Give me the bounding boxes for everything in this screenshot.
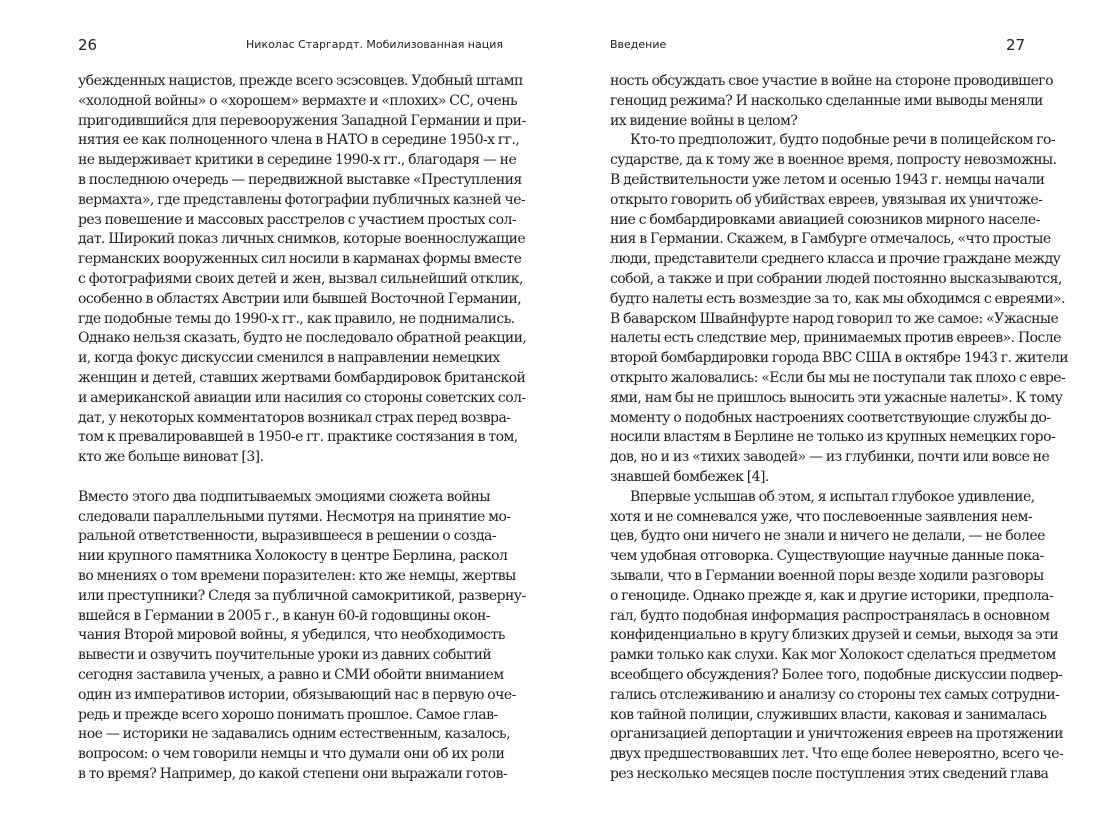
text-line: организацией депортации и уничтожения евреев на протяжении [610, 726, 1063, 743]
text-line: В баварском Швайнфурте народ говорил то же самое: «Ужасные [610, 310, 1059, 327]
text-line: сударстве, да к тому же в военное время, попросту невозможны. [610, 152, 1057, 169]
text-line: ральной ответственности, выразившееся в решении о созда- [78, 528, 497, 545]
text-line: Вместо этого два подпитываемых эмоциями сюжета войны [78, 488, 490, 505]
text-line: их видение войны в целом? [610, 112, 798, 129]
text-line: всеобщего обсуждения? Более того, подобные дискуссии подвер- [610, 666, 1063, 683]
text-line: следовали параллельными путями. Несмотря на принятие мо- [78, 508, 511, 525]
text-line: «холодной войны» о «хорошем» вермахте и «плохих» СС, очень [78, 92, 518, 109]
text-line: вшейся в Германии в 2005 г., в канун 60-й годовщины окон- [78, 607, 490, 624]
body-text-left [78, 72, 527, 785]
text-line: ния в Германии. Скажем, в Гамбурге отмечалось, «что простые [610, 231, 1051, 248]
text-line: ков тайной полиции, служивших власти, каковая и занималась [610, 706, 1047, 723]
page-number-right: 27 [1006, 36, 1026, 54]
body-text-right [610, 72, 1069, 785]
text-line: о геноциде. Однако прежде я, как и другие историки, предпола- [610, 587, 1054, 604]
text-line: редь и прежде всего хорошо понимать прошлое. Самое глав- [78, 706, 498, 723]
paragraph [78, 72, 527, 468]
text-line: люди, представители среднего класса и прочие граждане между [610, 251, 1061, 268]
text-line: рез несколько месяцев после поступления этих сведений глава [610, 765, 1049, 782]
text-line: В действительности уже летом и осенью 1943 г. немцы начали [610, 171, 1045, 188]
text-line: дат, у некоторых комментаторов возникал страх перед возвра- [78, 409, 511, 426]
text-line: знавшей бомбежек [4]. [610, 468, 769, 485]
text-line: хотя и не сомневался уже, что послевоенные заявления нем- [610, 508, 1033, 525]
text-line: чем удобная отговорка. Существующие научные данные пока- [610, 548, 1044, 565]
text-line: ями, нам бы не пришлось выносить эти ужасные налеты». К тому [610, 389, 1063, 406]
text-line: открыто говорить об убийствах евреев, увязывая их уничтоже- [610, 191, 1043, 208]
text-line: рамки только как слухи. Как мог Холокост сделаться предметом [610, 647, 1056, 664]
text-line: в последнюю очередь — передвижной выставке «Преступления [78, 171, 522, 188]
text-line: открыто жаловались: «Если бы мы не поступали так плохо с евре- [610, 369, 1066, 386]
text-line: нятия ее как полноценного члена в НАТО в середине 1950-х гг., [78, 132, 520, 149]
text-line: гались отслеживанию и анализу со стороны тех самых сотрудни- [610, 686, 1060, 703]
text-line: сегодня заставила ученых, а равно и СМИ обойти вниманием [78, 666, 504, 683]
text-line: гал, будто подобная информация распространялась в основном [610, 607, 1050, 624]
running-head-right: Введение [610, 38, 667, 51]
text-line: кто же больше виноват [3]. [78, 449, 264, 466]
text-line: носили властям в Берлине не только из крупных немецких горо- [610, 429, 1056, 446]
text-line: во мнениях о том времени поразителен: кто же немцы, жертвы [78, 567, 516, 584]
running-head-left: Николас Старгардт. Мобилизованная нация [246, 38, 503, 51]
paragraph-break [78, 468, 490, 488]
text-line: убежденных нацистов, прежде всего эсэсовцев. Удобный штамп [78, 73, 523, 89]
text-line: чания Второй мировой войны, я убедился, что необходимость [78, 627, 505, 644]
text-line: не выдерживает критики в середине 1990-х гг., благодаря — не [78, 152, 517, 169]
text-line: вермахта», где представлены фотографии публичных казней че- [78, 191, 526, 208]
right-page [550, 0, 1100, 825]
text-line: том к превалировавшей в 1950-е гг. практике состязания в том, [78, 429, 518, 446]
text-line: Впервые услышав об этом, я испытал глубокое удивление, [630, 488, 1035, 505]
text-line: германских вооруженных сил носили в карманах формы вместе [78, 251, 522, 268]
text-line: где подобные темы до 1990-х гг., как правило, не поднимались. [78, 310, 515, 327]
text-line: женщин и детей, ставших жертвами бомбардировок британской [78, 369, 526, 386]
text-line: вопросом: о чем говорили немцы и что думали они об их роли [78, 746, 505, 763]
text-line: или преступники? Следя за публичной самокритикой, разверну- [78, 587, 526, 604]
text-line: ние с бомбардировками авиацией союзников мирного населе- [610, 211, 1040, 228]
text-line: геноцид режима? И насколько сделанные ими выводы меняли [610, 92, 1043, 109]
text-line: двух предшествовавших лет. Что еще более невероятно, всего че- [610, 746, 1064, 763]
text-line: конфиденциально в кругу близких друзей и семьи, выходя за эти [610, 627, 1059, 644]
text-line: дов, но и из «тихих заводей» — из глубинки, почти или вовсе не [610, 449, 1050, 466]
text-line: Однако нельзя сказать, будто не последовало обратной реакции, [78, 330, 527, 347]
page-number-left: 26 [78, 36, 98, 54]
text-line: собой, а также и при собрании людей постоянно высказываются, [610, 270, 1062, 287]
text-line: будто налеты есть возмездие за то, как мы обходимся с евреями». [610, 290, 1066, 307]
paragraph [610, 131, 1069, 487]
text-line: пригодившийся для перевооружения Западной Германии и при- [78, 112, 526, 129]
text-line: моменту о подобных настроениях соответствующие службы до- [610, 409, 1051, 426]
text-line: налеты есть следствие мер, принимаемых против евреев». После [610, 330, 1061, 347]
paragraph [78, 488, 526, 785]
text-line: один из императивов истории, обязывающий нас в первую оче- [78, 686, 516, 703]
text-line: с фотографиями своих детей и жен, вызвал сильнейший отклик, [78, 270, 523, 287]
text-line: вывести и озвучить поучительные уроки из давних событий [78, 647, 492, 664]
text-line: особенно в областях Австрии или бывшей Восточной Германии, [78, 290, 522, 307]
text-line: Кто-то предположит, будто подобные речи в полицейском го- [630, 132, 1056, 149]
text-line: цев, будто они ничего не знали и ничего не делали, — не более [610, 528, 1045, 545]
paragraph [610, 72, 1053, 131]
text-line: нии крупного памятника Холокосту в центре Берлина, раскол [78, 548, 508, 565]
paragraph [610, 488, 1064, 785]
text-line: зывали, что в Германии военной поры везде ходили разговоры [610, 567, 1044, 584]
text-line: и американской авиации или насилия со стороны советских сол- [78, 389, 526, 406]
text-line: рез повешение и массовых расстрелов с участием простых сол- [78, 211, 517, 228]
text-line: ное — историки не задавались одним естественным, казалось, [78, 726, 510, 743]
text-line: в то время? Например, до какой степени они выражали готов- [78, 765, 508, 782]
text-line: ность обсуждать свое участие в войне на стороне проводившего [610, 73, 1053, 89]
text-line: второй бомбардировки города ВВС США в октябре 1943 г. жители [610, 350, 1069, 367]
text-line: дат. Широкий показ личных снимков, которые военнослужащие [78, 231, 526, 248]
text-line: и, когда фокус дискуссии сменился в направлении немецких [78, 350, 500, 367]
